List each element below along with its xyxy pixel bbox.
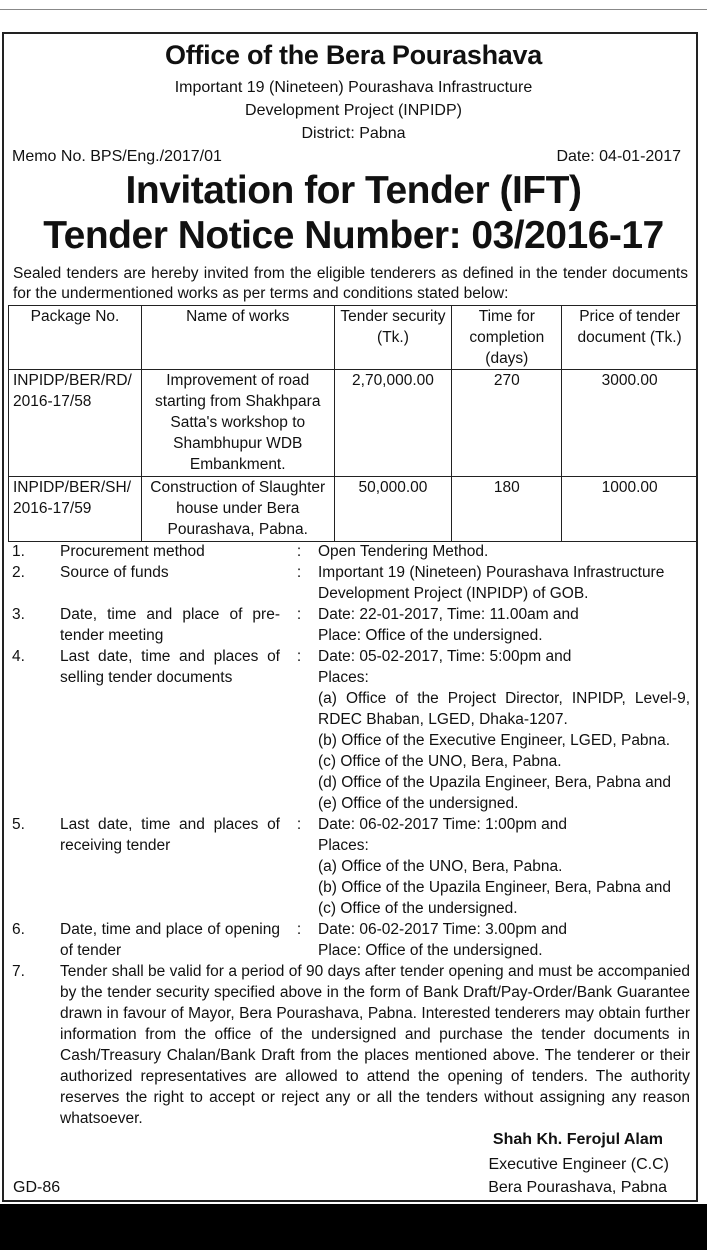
list-item: 5. Last date, time and places of receiving tender : Date: 06-02-2017 Time: 1:00pm and Places: (a) Office of the UNO, Bera, Pabna. (b) Office of the Upazila Engineer, Bera, Pabna and (c) Office of the undersigned. <box>12 814 690 919</box>
signatory-org: Bera Pourashava, Pabna <box>488 1179 667 1196</box>
col-header-completion: Time for completion (days) <box>452 306 562 370</box>
notice-heading: Invitation for Tender (IFT) <box>125 169 582 212</box>
signatory-title: Executive Engineer (C.C) <box>488 1156 669 1173</box>
item-label: Date, time and place of pre-tender meeting <box>60 606 280 644</box>
tender-notice-number: Tender Notice Number: 03/2016-17 <box>43 214 664 257</box>
item-value: Date: 05-02-2017, Time: 5:00pm and Places: (a) Office of the Project Director, INPIDP, Level-9, RDEC Bhaban, LGED, Dhaka-1207. (b) Office of the Executive Engineer, LGED, Pabna. (c) Office of the UNO, Bera, Pabna. (d) Office of the Upazila Engineer, Bera, Pabna and (e) Office of the undersigned. <box>318 648 690 812</box>
col-header-package: Package No. <box>9 306 142 370</box>
list-item <box>12 961 690 1129</box>
tender-items-list <box>12 541 690 1129</box>
cell-package: INPIDP/BER/SH/ 2016-17/59 <box>9 477 142 542</box>
bottom-band <box>0 1204 707 1250</box>
item-number: 1. <box>12 543 25 560</box>
list-item: 2. Source of funds : Important 19 (Nineteen) Pourashava Infrastructure Development Project (INPIDP) of GOB. <box>12 562 690 604</box>
cell-price: 3000.00 <box>562 370 698 477</box>
project-line-2: Development Project (INPIDP) <box>245 102 462 119</box>
memo-number: Memo No. BPS/Eng./2017/01 <box>12 148 222 165</box>
table-row <box>9 477 698 542</box>
item-number: 6. <box>12 921 25 938</box>
item-value: Date: 06-02-2017 Time: 3.00pm and Place: Office of the undersigned. <box>318 921 568 959</box>
item-number: 5. <box>12 816 25 833</box>
item-label: Last date, time and places of selling tender documents <box>60 648 280 686</box>
item-label: Date, time and place of opening of tender <box>60 921 280 959</box>
item-number: 7. <box>12 963 25 980</box>
item-number: 2. <box>12 564 25 581</box>
office-title: Office of the Bera Pourashava <box>165 40 542 70</box>
cell-works: Construction of Slaughter house under Bera Pourashava, Pabna. <box>141 477 334 542</box>
item-value: Date: 06-02-2017 Time: 1:00pm and Places: (a) Office of the UNO, Bera, Pabna. (b) Office of the Upazila Engineer, Bera, Pabna and (c) Office of the undersigned. <box>318 816 671 917</box>
col-header-works: Name of works <box>141 306 334 370</box>
cell-completion: 180 <box>452 477 562 542</box>
item-label: Last date, time and places of receiving tender <box>60 816 280 854</box>
terms-paragraph: Tender shall be valid for a period of 90 days after tender opening and must be accompanied by the tender security specified above in the form of Bank Draft/Pay-Order/Bank Guarantee drawn in favour of Mayor, Bera Pourashava, Pabna. Interested tenderers may obtain further information from the office of the undersigned and purchase the tender documents in Cash/Treasury Chalan/Bank Draft from the places mentioned above. The tenderer or their authorized representatives are allowed to attend the opening of tenders. The authority reserves the right to accept or reject any or all the tenders without assigning any reason whatsoever. <box>60 963 690 1127</box>
cell-security: 50,000.00 <box>334 477 452 542</box>
district-line: District: Pabna <box>301 125 406 142</box>
item-label: Procurement method <box>60 543 205 560</box>
table-row <box>9 370 698 477</box>
item-number: 4. <box>12 648 25 665</box>
item-number: 3. <box>12 606 25 623</box>
list-item: 1. Procurement method : Open Tendering Method. <box>12 541 690 562</box>
col-header-security: Tender security (Tk.) <box>334 306 452 370</box>
tender-table <box>8 305 698 542</box>
signatory-name: Shah Kh. Ferojul Alam <box>492 1131 663 1148</box>
item-label: Source of funds <box>60 564 169 581</box>
cell-package: INPIDP/BER/RD/ 2016-17/58 <box>9 370 142 477</box>
intro-paragraph: Sealed tenders are hereby invited from the eligible tenderers as defined in the tender documents for the undermentioned works as per terms and conditions stated below: <box>13 265 688 302</box>
list-item: 4. Last date, time and places of selling tender documents : Date: 05-02-2017, Time: 5:00pm and Places: (a) Office of the Project Director, INPIDP, Level-9, RDEC Bhaban, LGED, Dhaka-1207. (b) Office of the Executive Engineer, LGED, Pabna. (c) Office of the UNO, Bera, Pabna. (d) Office of the Upazila Engineer, Bera, Pabna and (e) Office of the undersigned. <box>12 648 690 812</box>
list-item: 6. Date, time and place of opening of tender : Date: 06-02-2017 Time: 3.00pm and Place: Office of the undersigned. <box>12 919 690 961</box>
item-value: Open Tendering Method. <box>318 543 489 560</box>
cell-completion: 270 <box>452 370 562 477</box>
top-rule <box>0 9 707 10</box>
cell-price: 1000.00 <box>562 477 698 542</box>
gd-code: GD-86 <box>13 1179 61 1196</box>
memo-date: Date: 04-01-2017 <box>556 148 681 165</box>
item-value: Important 19 (Nineteen) Pourashava Infrastructure Development Project (INPIDP) of GOB. <box>318 564 665 602</box>
project-line-1: Important 19 (Nineteen) Pourashava Infrastructure <box>174 79 533 96</box>
cell-works: Improvement of road starting from Shakhpara Satta's workshop to Shambhupur WDB Embankment. <box>141 370 334 477</box>
cell-security: 2,70,000.00 <box>334 370 452 477</box>
list-item: 3. Date, time and place of pre-tender meeting : Date: 22-01-2017, Time: 11.00am and Place: Office of the undersigned. <box>12 604 690 646</box>
item-value: Date: 22-01-2017, Time: 11.00am and Place: Office of the undersigned. <box>318 606 579 644</box>
table-header-row <box>9 306 698 370</box>
col-header-price: Price of tender document (Tk.) <box>562 306 698 370</box>
